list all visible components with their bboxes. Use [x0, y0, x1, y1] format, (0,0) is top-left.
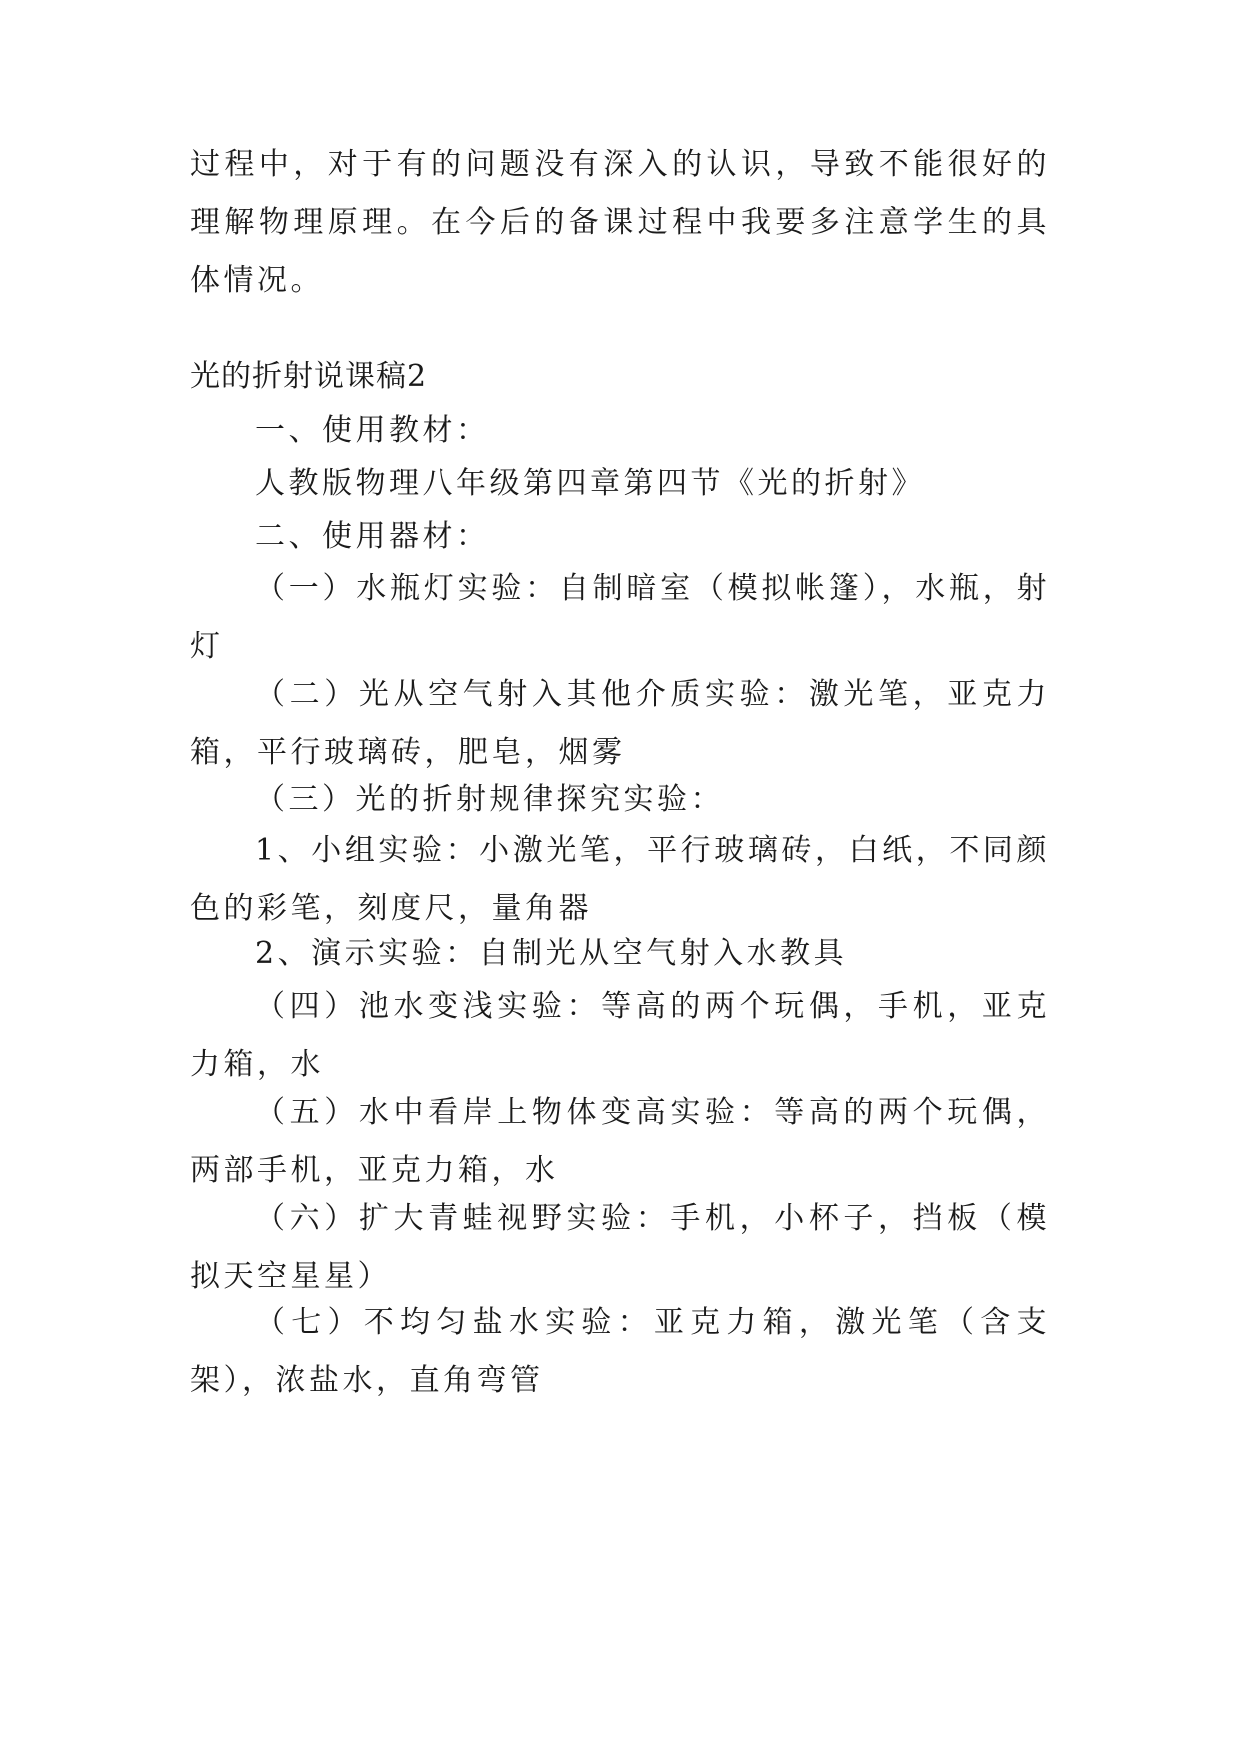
continued-paragraph: 过程中，对于有的问题没有深入的认识，导致不能很好的理解物理原理。在今后的备课过程中我要多注意学生的具体情况。 [190, 147, 1050, 298]
paragraph-equipment-1: （一）水瓶灯实验：自制暗室（模拟帐篷），水瓶，射灯 [190, 571, 1050, 664]
document-page [190, 0, 1050, 1754]
paragraph-equipment-5: （五）水中看岸上物体变高实验：等高的两个玩偶，两部手机，亚克力箱，水 [190, 1095, 1050, 1188]
paragraph-equipment-2: （二）光从空气射入其他介质实验：激光笔，亚克力箱，平行玻璃砖，肥皂，烟雾 [190, 677, 1050, 770]
paragraph-group-experiment: 1、小组实验：小激光笔，平行玻璃砖，白纸，不同颜色的彩笔，刻度尺，量角器 [190, 833, 1050, 926]
paragraph-equipment-7: （七）不均匀盐水实验：亚克力箱，激光笔（含支架），浓盐水，直角弯管 [190, 1305, 1050, 1398]
paragraph-textbook-heading: 一、使用教材： [255, 413, 490, 448]
paragraph-demo-experiment: 2、演示实验：自制光从空气射入水教具 [255, 936, 848, 971]
section-title: 光的折射说课稿2 [190, 359, 428, 394]
paragraph-equipment-6: （六）扩大青蛙视野实验：手机，小杯子，挡板（模拟天空星星） [190, 1201, 1050, 1294]
paragraph-equipment-3: （三）光的折射规律探究实验： [255, 782, 724, 817]
paragraph-textbook: 人教版物理八年级第四章第四节《光的折射》 [255, 466, 925, 501]
paragraph-equipment-heading: 二、使用器材： [255, 519, 490, 554]
paragraph-equipment-4: （四）池水变浅实验：等高的两个玩偶，手机，亚克力箱，水 [190, 989, 1050, 1082]
